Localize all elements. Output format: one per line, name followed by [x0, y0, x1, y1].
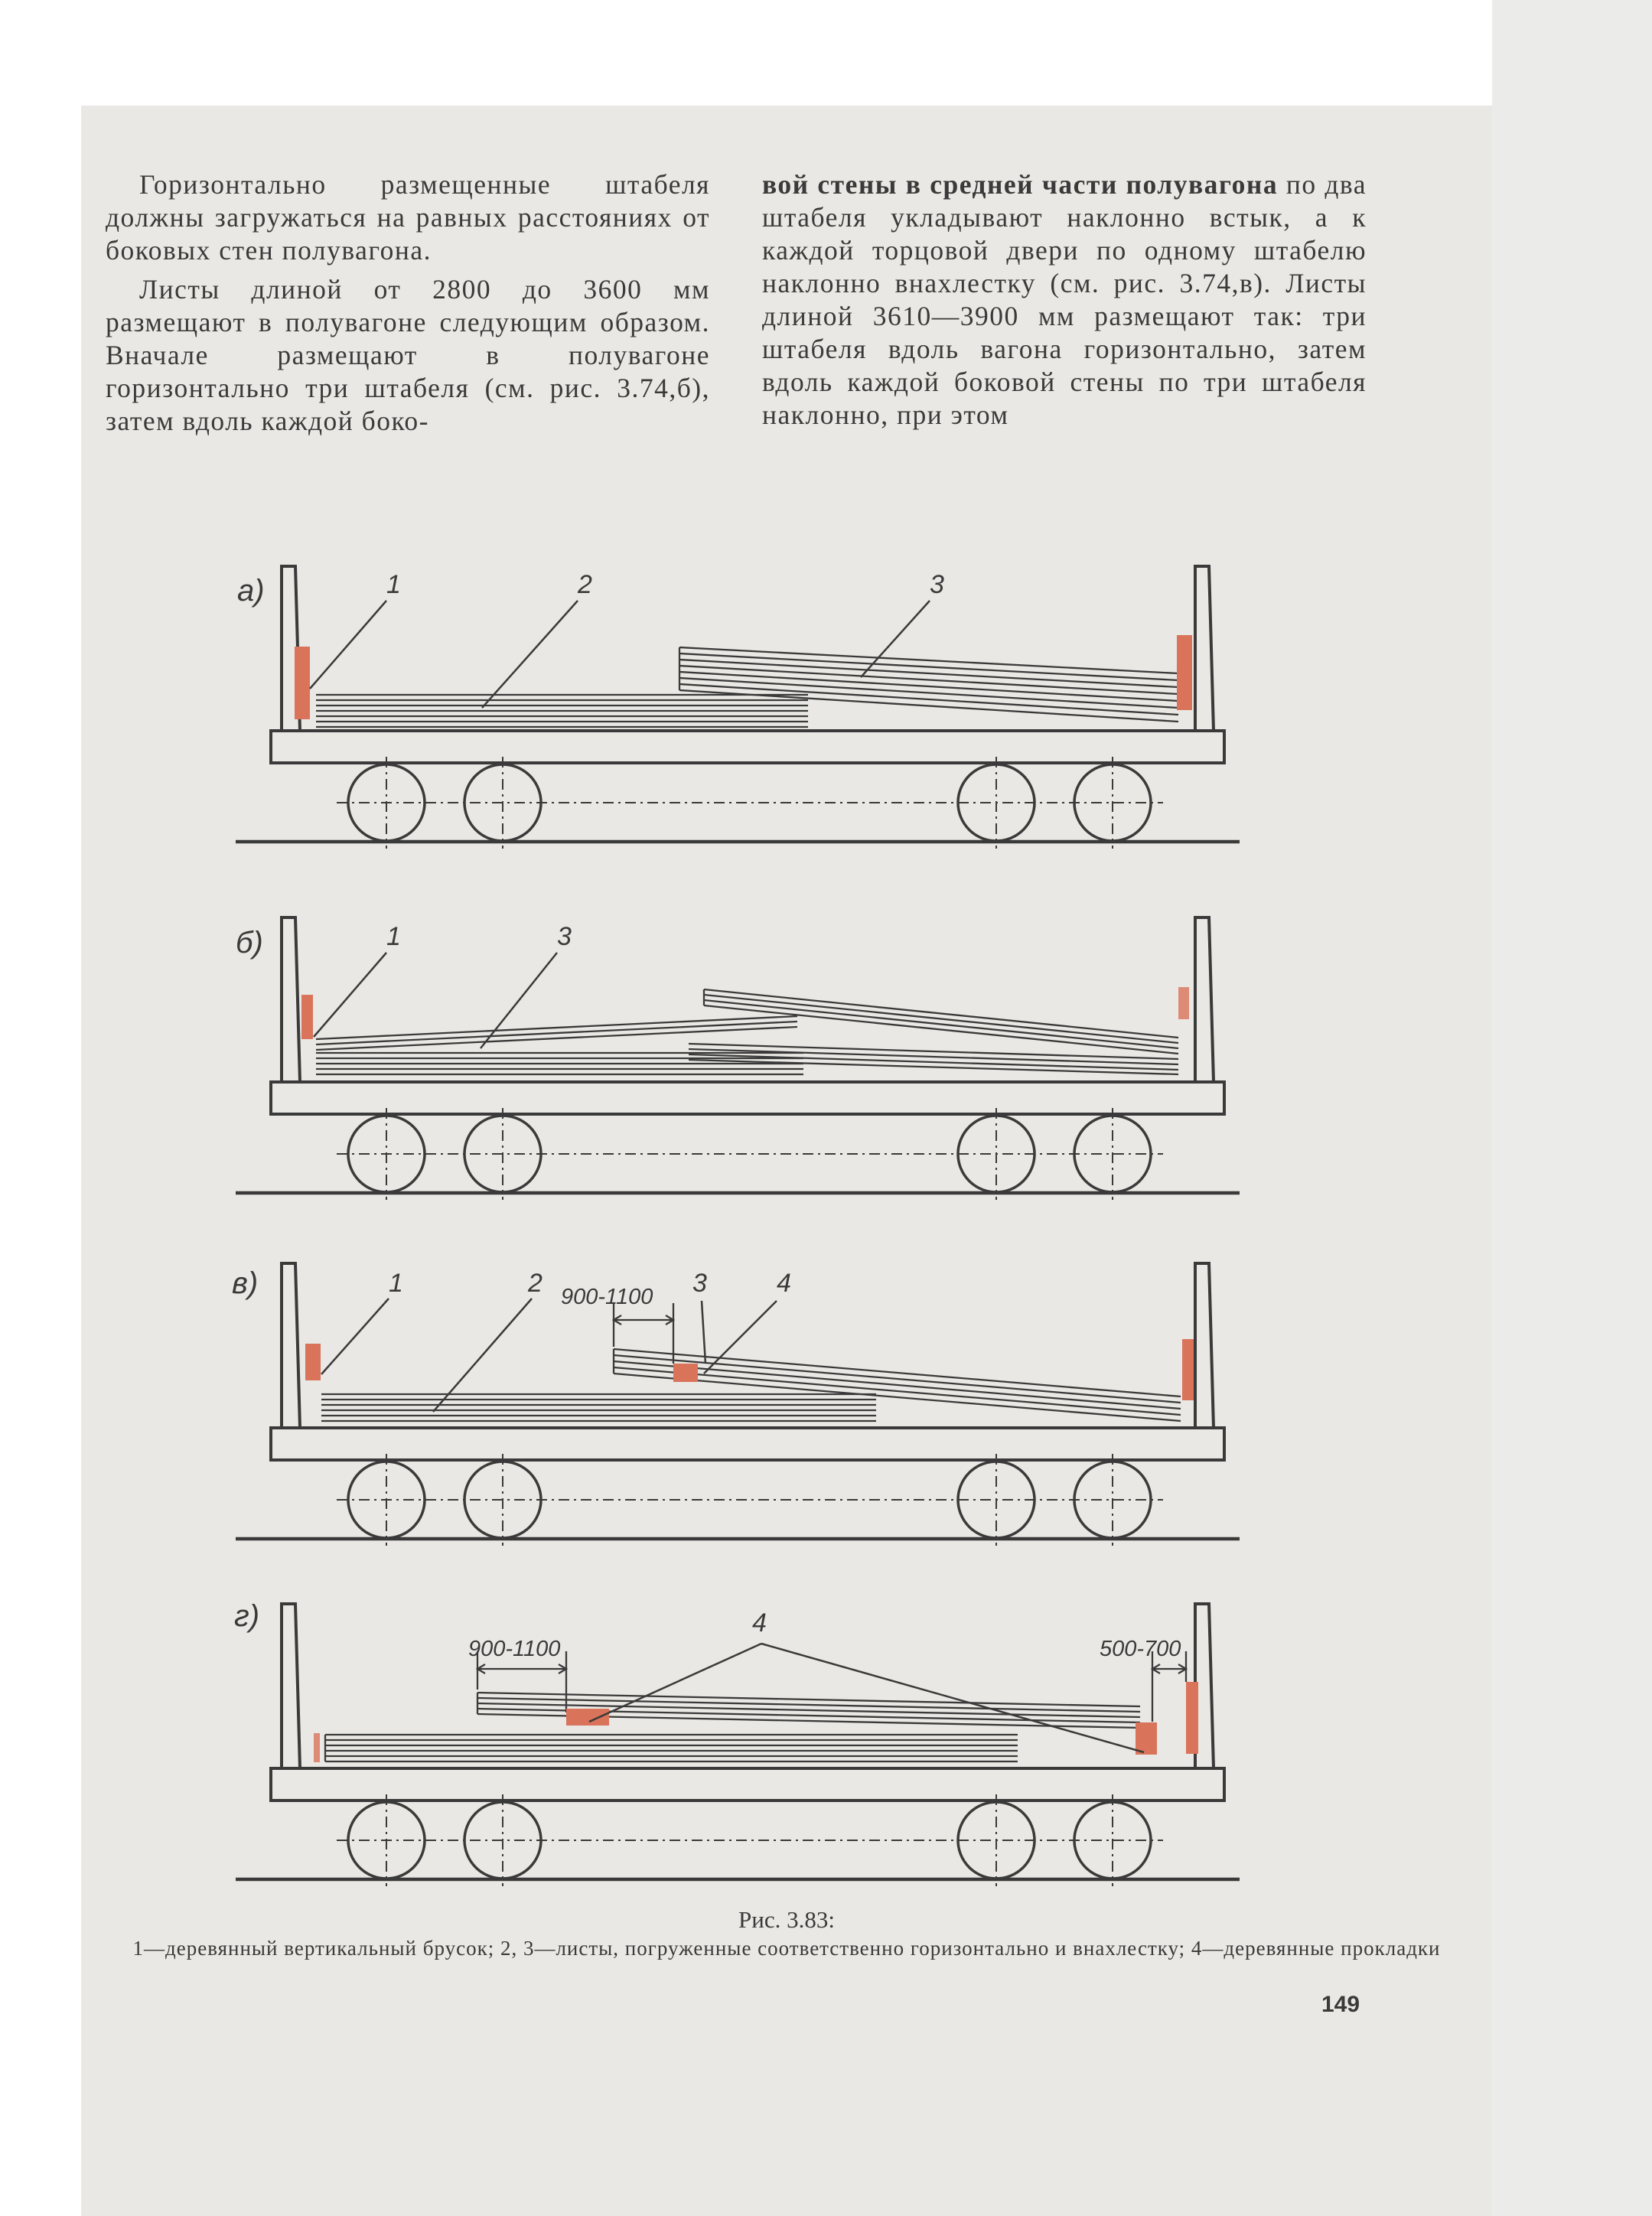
callout-number: 1: [386, 570, 401, 599]
callout-number: 4: [752, 1608, 767, 1638]
figure-caption-title: Рис. 3.83:: [738, 1906, 835, 1933]
figure-panel-c: [232, 1263, 1240, 1546]
panel-letter: в): [232, 1266, 259, 1300]
callout-number: 2: [578, 570, 592, 599]
dimension-label: 900-1100: [468, 1637, 561, 1661]
panel-letter: а): [237, 574, 265, 608]
callout-number: 3: [930, 570, 944, 599]
page-number: 149: [1321, 1992, 1360, 2017]
callout-number: 4: [777, 1269, 791, 1298]
callout-number: 2: [528, 1269, 543, 1298]
figure-panel-d: [234, 1599, 1240, 1886]
figure-panel-b: [236, 917, 1240, 1200]
paragraph-bold-start: вой стены в средней части полувагона: [762, 169, 1279, 200]
callout-number: 3: [692, 1269, 707, 1298]
paragraph: Горизонтально размещенные штабеля должны загружаться на равных расстояниях от боковых стен полувагона.: [106, 169, 710, 266]
callout-number: 1: [386, 922, 401, 951]
figure-panel-a: [236, 566, 1240, 849]
dimension-label: 900-1100: [561, 1285, 653, 1309]
paragraph: Листы длиной от 2800 до 3600 мм размещают в полувагоне следующим образом. Вначале размещают в полувагоне горизонтально три штабеля (см. рис. 3.74,б), затем вдоль каждой боко-: [106, 274, 710, 436]
paragraph-rest: по два штабеля укладывают наклонно встык, а к каждой торцовой двери по одному штабелю наклонно внахлестку (см. рис. 3.74,в). Листы длиной 3610—3900 мм размещают так: три штабеля вдоль вагона горизонтально, затем вдоль каждой боковой стены по три штабеля наклонно, при этом: [762, 169, 1367, 430]
panel-letter: б): [236, 926, 263, 960]
dimension-label: 500-700: [1100, 1637, 1181, 1661]
panel-letter: г): [234, 1599, 260, 1633]
figure-caption-body: 1—деревянный вертикальный брусок; 2, 3—листы, погруженные соответственно горизонтально и внахлестку; 4—деревянные прокладки: [132, 1937, 1441, 1960]
callout-number: 1: [389, 1269, 403, 1298]
callout-number: 3: [557, 922, 572, 951]
